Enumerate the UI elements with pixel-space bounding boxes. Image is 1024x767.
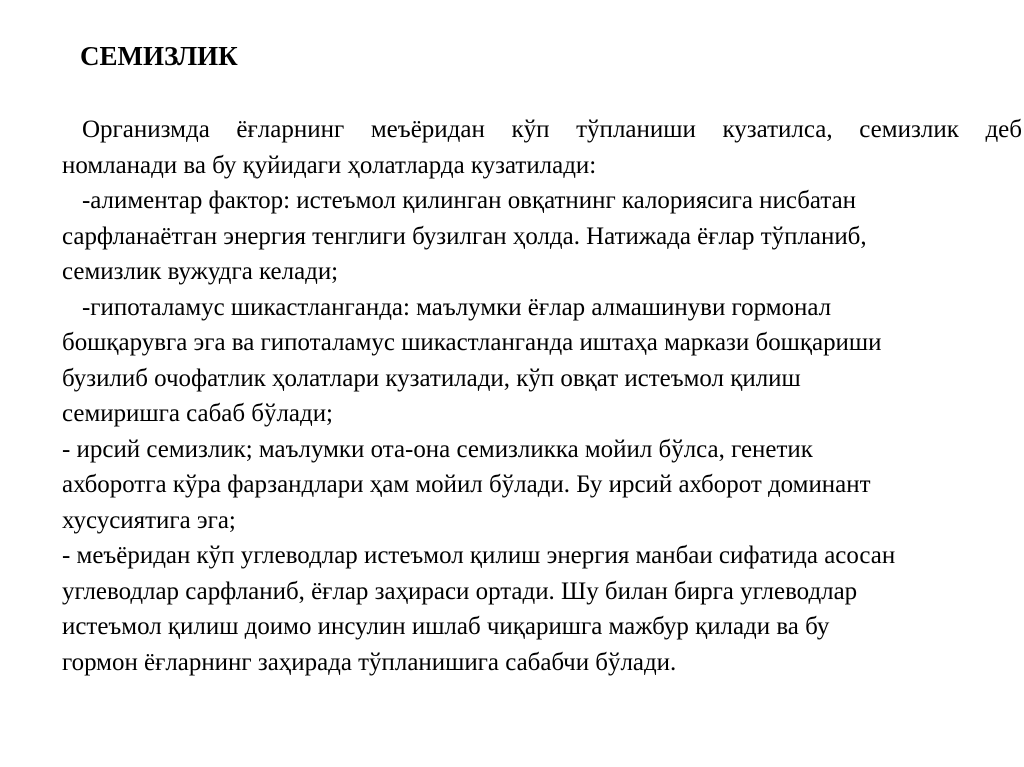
text-line: бузилиб очофатлик ҳолатлари кузатилади, кўп овқат истеъмол қилиш [62, 364, 801, 392]
text-line: истеъмол қилиш доимо инсулин ишлаб чиқаришга мажбур қилади ва бу [62, 613, 830, 640]
text-line: семизлик вужудга келади; [62, 258, 339, 285]
text-line: бошқарувга эга ва гипоталамус шикастланганда иштаҳа маркази бошқариши [62, 329, 882, 356]
page-title: СЕМИЗЛИК [80, 41, 238, 71]
text-line: семиришга сабаб бўлади; [62, 400, 333, 427]
text-line: -гипоталамус шикастланганда: маълумки ёғлар алмашинуви гормонал [81, 293, 832, 321]
text-line: - меъёридан кўп углеводлар истеъмол қилиш энергия манбаи сифатида асосан [62, 542, 896, 569]
text-line: сарфланаётган энергия тенглиги бузилган ҳолда. Натижада ёғлар тўпланиб, [62, 222, 867, 250]
text-line: гормон ёғларнинг заҳирада тўпланишига сабабчи бўлади. [62, 648, 677, 676]
text-line: углеводлар сарфланиб, ёғлар заҳираси ортади. Шу билан бирга углеводлар [62, 577, 858, 605]
text-line: - ирсий семизлик; маълумки ота-она семизликка мойил бўлса, генетик [62, 435, 813, 463]
text-line: Организмда ёғларнинг меъёридан кўп тўпланиши кузатилса, семизлик деб [82, 116, 1022, 143]
text-line: -алиментар фактор: истеъмол қилинган овқатнинг калориясига нисбатан [81, 187, 857, 214]
text-line: номланади ва бу қуйидаги ҳолатларда кузатилади: [62, 151, 597, 179]
text-line: ахборотга кўра фарзандлари ҳам мойил бўлади. Бу ирсий ахборот доминант [62, 471, 871, 498]
text-line: хусусиятига эга; [62, 506, 236, 534]
body-text [62, 112, 1022, 680]
